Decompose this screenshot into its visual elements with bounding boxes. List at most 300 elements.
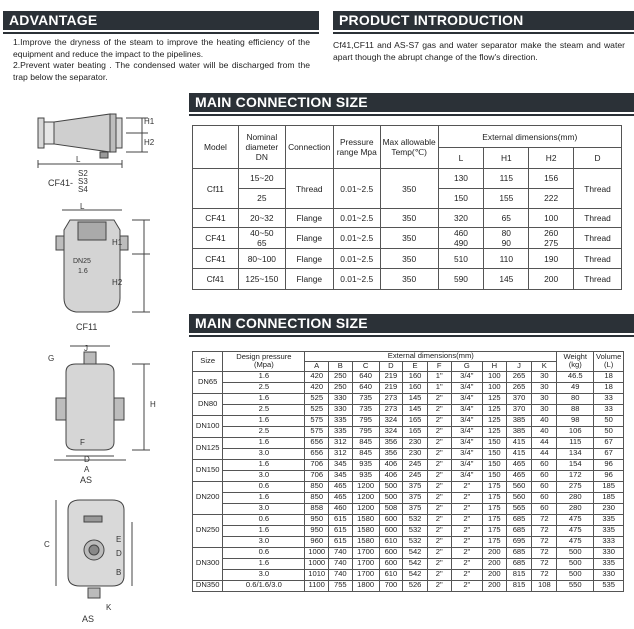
col-g: G bbox=[451, 361, 482, 371]
cell-d: Thread bbox=[574, 169, 622, 209]
cell-value: 33 bbox=[594, 404, 624, 415]
cell-value: 525 bbox=[305, 404, 329, 415]
cell-value: 60 bbox=[532, 470, 557, 481]
as1-caption: AS bbox=[80, 475, 93, 485]
cell-pressure: 3.0 bbox=[223, 470, 305, 481]
cell-dn-value: 25 bbox=[257, 193, 267, 203]
cell-value: 2" bbox=[451, 481, 482, 492]
cell-value: 375 bbox=[403, 503, 428, 514]
cell-value: 72 bbox=[532, 547, 557, 558]
cell-dn bbox=[238, 269, 285, 290]
cell-value: 685 bbox=[506, 514, 532, 525]
cell-value: 2" bbox=[427, 547, 451, 558]
col-H2: H2 bbox=[529, 148, 574, 169]
cell-value: 3/4" bbox=[451, 437, 482, 448]
cell-value: 960 bbox=[305, 536, 329, 547]
cell-value: 154 bbox=[557, 459, 594, 470]
main-connection-header-1 bbox=[189, 93, 634, 112]
cell-h1-value: 110 bbox=[499, 253, 513, 264]
table-row bbox=[193, 382, 624, 393]
cell-pressure: 0.01~2.5 bbox=[333, 269, 380, 290]
table-row bbox=[193, 569, 624, 580]
cell-value: 200 bbox=[483, 558, 507, 569]
cell-value: 72 bbox=[532, 558, 557, 569]
cell-value: 465 bbox=[506, 459, 532, 470]
cell-value: 1200 bbox=[352, 503, 379, 514]
cell-h1 bbox=[484, 209, 529, 228]
cell-value: 3/4" bbox=[451, 426, 482, 437]
cell-value: 100 bbox=[483, 371, 507, 382]
connection-size-table-1 bbox=[192, 125, 622, 290]
cf41-label-s2: S2 bbox=[78, 169, 88, 178]
cf11-label-h1: H1 bbox=[112, 238, 123, 247]
cell-value: 508 bbox=[379, 503, 403, 514]
cell-value: 850 bbox=[305, 481, 329, 492]
cell-value: 600 bbox=[379, 525, 403, 536]
cell-d: Thread bbox=[574, 249, 622, 269]
cell-value: 2" bbox=[427, 470, 451, 481]
cell-value: 3/4" bbox=[451, 459, 482, 470]
cell-h2-value: 100 bbox=[544, 213, 559, 223]
cell-value: 330 bbox=[594, 547, 624, 558]
as2-label-b: B bbox=[116, 568, 122, 577]
cell-pressure: 1.6 bbox=[223, 371, 305, 382]
cell-value: 345 bbox=[329, 470, 353, 481]
cell-l bbox=[438, 209, 484, 228]
cell-value: 265 bbox=[506, 371, 532, 382]
cell-dn-value: 125~150 bbox=[245, 274, 279, 284]
cell-d: Thread bbox=[574, 209, 622, 228]
cell-h1 bbox=[484, 269, 529, 290]
cell-pressure: 3.0 bbox=[223, 569, 305, 580]
cell-l-value: 320 bbox=[453, 213, 468, 223]
cell-value: 575 bbox=[305, 415, 329, 426]
cell-value: 385 bbox=[506, 426, 532, 437]
table-row bbox=[193, 558, 624, 569]
spec-row bbox=[193, 169, 622, 209]
cell-l-value: 590 bbox=[453, 274, 468, 284]
cell-value: 280 bbox=[557, 503, 594, 514]
as2-label-e: E bbox=[116, 535, 122, 544]
cell-l bbox=[438, 249, 484, 269]
cell-value: 3/4" bbox=[451, 470, 482, 481]
cell-value: 755 bbox=[329, 580, 353, 591]
cell-h1-value: 155 bbox=[499, 193, 514, 203]
spec-row bbox=[193, 209, 622, 228]
cell-value: 200 bbox=[483, 569, 507, 580]
cell-pressure: 0.6 bbox=[223, 481, 305, 492]
cell-value: 950 bbox=[305, 525, 329, 536]
cell-value: 185 bbox=[594, 492, 624, 503]
col-H1: H1 bbox=[484, 148, 529, 169]
cell-connection: Flange bbox=[285, 249, 333, 269]
cell-value: 49 bbox=[557, 382, 594, 393]
cell-h2-value: 156 bbox=[529, 169, 573, 189]
cell-value: 465 bbox=[329, 492, 353, 503]
table-row bbox=[193, 514, 624, 525]
cell-value: 219 bbox=[379, 371, 403, 382]
cell-pressure: 2.5 bbox=[223, 404, 305, 415]
cell-value: 370 bbox=[506, 404, 532, 415]
cell-value: 172 bbox=[557, 470, 594, 481]
table-row bbox=[193, 371, 624, 382]
cell-h2-value: 260 bbox=[544, 228, 559, 238]
cell-value: 30 bbox=[532, 404, 557, 415]
cell-value: 600 bbox=[379, 558, 403, 569]
cell-pressure: 3.0 bbox=[223, 448, 305, 459]
cell-value: 575 bbox=[305, 426, 329, 437]
cell-value: 460 bbox=[329, 503, 353, 514]
cell-pressure: 1.6 bbox=[223, 558, 305, 569]
cell-value: 273 bbox=[379, 393, 403, 404]
cell-value: 2" bbox=[427, 525, 451, 536]
cf41-label-h2: H2 bbox=[144, 138, 155, 147]
cell-value: 3/4" bbox=[451, 371, 482, 382]
cell-temp: 350 bbox=[380, 169, 438, 209]
cell-value: 1580 bbox=[352, 525, 379, 536]
cell-h2 bbox=[529, 228, 574, 249]
cell-value: 532 bbox=[403, 536, 428, 547]
cell-value: 30 bbox=[532, 393, 557, 404]
cell-value: 565 bbox=[506, 503, 532, 514]
cell-temp: 350 bbox=[380, 249, 438, 269]
col-f: F bbox=[427, 361, 451, 371]
cell-value: 532 bbox=[403, 525, 428, 536]
cell-d: Thread bbox=[574, 228, 622, 249]
cell-value: 175 bbox=[483, 514, 507, 525]
col-b: B bbox=[329, 361, 353, 371]
col-nominal: Nominal diameter DN bbox=[238, 126, 285, 169]
cell-pressure: 3.0 bbox=[223, 536, 305, 547]
section2-title: MAIN CONNECTION SIZE bbox=[195, 315, 368, 331]
cell-value: 1" bbox=[427, 382, 451, 393]
cell-connection: Thread bbox=[285, 169, 333, 209]
col-c: C bbox=[352, 361, 379, 371]
cell-value: 280 bbox=[557, 492, 594, 503]
cell-value: 46.5 bbox=[557, 371, 594, 382]
cell-value: 1010 bbox=[305, 569, 329, 580]
cell-value: 420 bbox=[305, 371, 329, 382]
cell-value: 935 bbox=[352, 459, 379, 470]
cell-value: 324 bbox=[379, 426, 403, 437]
cell-value: 60 bbox=[532, 492, 557, 503]
cell-l bbox=[438, 228, 484, 249]
cell-value: 420 bbox=[305, 382, 329, 393]
cell-value: 415 bbox=[506, 448, 532, 459]
cell-value: 526 bbox=[403, 580, 428, 591]
cell-value: 375 bbox=[403, 481, 428, 492]
cell-model: CF41 bbox=[193, 209, 239, 228]
cell-value: 2" bbox=[451, 547, 482, 558]
col-a: A bbox=[305, 361, 329, 371]
cell-value: 1000 bbox=[305, 558, 329, 569]
cell-value: 2" bbox=[427, 393, 451, 404]
cell-value: 1" bbox=[427, 371, 451, 382]
cell-model: Cf41 bbox=[193, 269, 239, 290]
cell-value: 685 bbox=[506, 525, 532, 536]
cell-connection: Flange bbox=[285, 228, 333, 249]
cell-value: 500 bbox=[557, 558, 594, 569]
table-row bbox=[193, 503, 624, 514]
cell-value: 18 bbox=[594, 371, 624, 382]
cell-value: 96 bbox=[594, 459, 624, 470]
cell-value: 96 bbox=[594, 470, 624, 481]
cell-value: 615 bbox=[329, 525, 353, 536]
cell-value: 1580 bbox=[352, 536, 379, 547]
cell-value: 500 bbox=[379, 481, 403, 492]
table-row bbox=[193, 492, 624, 503]
table-row bbox=[193, 536, 624, 547]
cell-value: 200 bbox=[483, 580, 507, 591]
cell-value: 250 bbox=[329, 371, 353, 382]
cell-value: 40 bbox=[532, 415, 557, 426]
cell-value: 134 bbox=[557, 448, 594, 459]
table-row bbox=[193, 547, 624, 558]
cell-value: 230 bbox=[594, 503, 624, 514]
cell-pressure: 0.01~2.5 bbox=[333, 169, 380, 209]
cell-value: 3/4" bbox=[451, 415, 482, 426]
cell-value: 415 bbox=[506, 437, 532, 448]
cell-value: 845 bbox=[352, 448, 379, 459]
cell-value: 125 bbox=[483, 415, 507, 426]
cell-h1 bbox=[484, 228, 529, 249]
cell-value: 175 bbox=[483, 503, 507, 514]
cell-value: 610 bbox=[379, 536, 403, 547]
cell-h1-value: 65 bbox=[501, 213, 511, 223]
cell-size: DN200 bbox=[193, 481, 223, 514]
cell-value: 685 bbox=[506, 547, 532, 558]
design-pressure-label: Design pressure bbox=[236, 351, 292, 361]
col-design-pressure bbox=[223, 352, 305, 372]
cell-value: 465 bbox=[506, 470, 532, 481]
as2-label-k: K bbox=[106, 603, 112, 612]
as1-label-f: F bbox=[80, 438, 85, 447]
cell-value: 356 bbox=[379, 437, 403, 448]
cell-value: 145 bbox=[403, 393, 428, 404]
cell-value: 815 bbox=[506, 569, 532, 580]
cell-value: 60 bbox=[532, 481, 557, 492]
cell-value: 175 bbox=[483, 481, 507, 492]
cell-value: 273 bbox=[379, 404, 403, 415]
cell-value: 615 bbox=[329, 514, 353, 525]
cell-value: 706 bbox=[305, 470, 329, 481]
cell-value: 72 bbox=[532, 525, 557, 536]
cell-value: 67 bbox=[594, 448, 624, 459]
cell-value: 640 bbox=[352, 382, 379, 393]
cf11-drawing bbox=[40, 202, 160, 322]
cell-value: 2" bbox=[451, 569, 482, 580]
cell-value: 2" bbox=[427, 580, 451, 591]
col-L: L bbox=[438, 148, 484, 169]
col-volume bbox=[594, 352, 624, 372]
cell-value: 2" bbox=[427, 558, 451, 569]
cell-value: 615 bbox=[329, 536, 353, 547]
product-intro-header bbox=[333, 11, 634, 30]
cell-value: 560 bbox=[506, 481, 532, 492]
table-row bbox=[193, 525, 624, 536]
cell-h2-value: 275 bbox=[544, 238, 559, 248]
cell-temp: 350 bbox=[380, 269, 438, 290]
cell-l-value: 490 bbox=[453, 238, 468, 248]
cell-value: 335 bbox=[594, 525, 624, 536]
cell-pressure: 2.5 bbox=[223, 426, 305, 437]
cell-value: 385 bbox=[506, 415, 532, 426]
as1-label-a: A bbox=[84, 465, 90, 474]
table-row bbox=[193, 415, 624, 426]
cell-value: 535 bbox=[594, 580, 624, 591]
cell-h2-value: 190 bbox=[544, 253, 559, 264]
cell-value: 656 bbox=[305, 437, 329, 448]
cell-pressure: 1.6 bbox=[223, 525, 305, 536]
cell-value: 125 bbox=[483, 404, 507, 415]
cell-h2 bbox=[529, 269, 574, 290]
cell-value: 370 bbox=[506, 393, 532, 404]
advantage-text bbox=[13, 37, 310, 83]
cell-value: 2" bbox=[451, 580, 482, 591]
cell-h1-value: 80 bbox=[501, 228, 511, 238]
cell-value: 150 bbox=[483, 437, 507, 448]
cell-value: 700 bbox=[379, 580, 403, 591]
cell-pressure: 0.6/1.6/3.0 bbox=[223, 580, 305, 591]
cell-value: 795 bbox=[352, 426, 379, 437]
cell-value: 3/4" bbox=[451, 448, 482, 459]
cell-value: 108 bbox=[532, 580, 557, 591]
cell-value: 150 bbox=[483, 448, 507, 459]
cell-value: 500 bbox=[557, 547, 594, 558]
cell-value: 312 bbox=[329, 437, 353, 448]
col-connection: Connection bbox=[285, 126, 333, 169]
table-row bbox=[193, 459, 624, 470]
cell-value: 125 bbox=[483, 426, 507, 437]
product-intro-text bbox=[333, 40, 625, 63]
cell-size: DN125 bbox=[193, 437, 223, 459]
cell-temp: 350 bbox=[380, 209, 438, 228]
as1-label-h: H bbox=[150, 400, 156, 409]
cell-pressure: 0.6 bbox=[223, 547, 305, 558]
cell-value: 1100 bbox=[305, 580, 329, 591]
cell-value: 333 bbox=[594, 536, 624, 547]
cell-value: 40 bbox=[532, 426, 557, 437]
cell-value: 525 bbox=[305, 393, 329, 404]
cell-value: 33 bbox=[594, 393, 624, 404]
cell-value: 2" bbox=[451, 492, 482, 503]
cell-dn bbox=[238, 169, 285, 209]
cell-value: 160 bbox=[403, 382, 428, 393]
section1-title: MAIN CONNECTION SIZE bbox=[195, 94, 368, 110]
cell-value: 406 bbox=[379, 459, 403, 470]
cell-model: CF41 bbox=[193, 249, 239, 269]
cell-value: 845 bbox=[352, 437, 379, 448]
cell-value: 60 bbox=[532, 459, 557, 470]
col-d: D bbox=[379, 361, 403, 371]
cell-value: 2" bbox=[427, 481, 451, 492]
spec-row bbox=[193, 249, 622, 269]
cell-l-value: 130 bbox=[439, 169, 484, 189]
cell-l-value: 510 bbox=[453, 253, 468, 264]
product-intro-title: PRODUCT INTRODUCTION bbox=[339, 12, 524, 28]
cell-dn-value: 20~32 bbox=[250, 213, 274, 223]
cell-value: 2" bbox=[427, 536, 451, 547]
volume-label: Volume bbox=[595, 351, 622, 361]
cell-value: 542 bbox=[403, 558, 428, 569]
cell-connection: Flange bbox=[285, 269, 333, 290]
cell-value: 2" bbox=[427, 503, 451, 514]
cell-value: 610 bbox=[379, 569, 403, 580]
cell-value: 335 bbox=[594, 558, 624, 569]
as1-label-g: G bbox=[48, 354, 55, 363]
cell-pressure: 0.01~2.5 bbox=[333, 249, 380, 269]
cell-pressure: 0.01~2.5 bbox=[333, 228, 380, 249]
cell-value: 550 bbox=[557, 580, 594, 591]
table-row bbox=[193, 393, 624, 404]
cell-value: 740 bbox=[329, 569, 353, 580]
cell-value: 125 bbox=[483, 393, 507, 404]
cf41-label-s3: S3 bbox=[78, 177, 88, 186]
cell-value: 230 bbox=[403, 448, 428, 459]
cell-pressure: 2.5 bbox=[223, 382, 305, 393]
cell-connection: Flange bbox=[285, 209, 333, 228]
col-size: Size bbox=[193, 352, 223, 372]
cell-value: 335 bbox=[329, 426, 353, 437]
cell-value: 2" bbox=[451, 525, 482, 536]
cell-h2 bbox=[529, 249, 574, 269]
cell-value: 30 bbox=[532, 371, 557, 382]
cell-value: 335 bbox=[594, 514, 624, 525]
cell-h2-value: 222 bbox=[544, 193, 559, 203]
cell-value: 475 bbox=[557, 514, 594, 525]
cell-value: 2" bbox=[427, 569, 451, 580]
cell-value: 1200 bbox=[352, 492, 379, 503]
cell-size: DN300 bbox=[193, 547, 223, 580]
cell-value: 80 bbox=[557, 393, 594, 404]
cell-value: 312 bbox=[329, 448, 353, 459]
cell-value: 2" bbox=[451, 503, 482, 514]
cell-value: 60 bbox=[532, 503, 557, 514]
cell-dn-value: 40~50 bbox=[250, 228, 274, 238]
cell-size: DN350 bbox=[193, 580, 223, 591]
cell-value: 1580 bbox=[352, 514, 379, 525]
cell-value: 230 bbox=[403, 437, 428, 448]
table-row bbox=[193, 404, 624, 415]
cell-pressure: 3.0 bbox=[223, 503, 305, 514]
cell-dn bbox=[238, 209, 285, 228]
cell-value: 356 bbox=[379, 448, 403, 459]
cell-value: 245 bbox=[403, 459, 428, 470]
cell-value: 685 bbox=[506, 558, 532, 569]
cell-l-value: 460 bbox=[453, 228, 468, 238]
advantage-header bbox=[3, 11, 319, 30]
cell-value: 2" bbox=[451, 536, 482, 547]
cell-value: 475 bbox=[557, 525, 594, 536]
cell-value: 740 bbox=[329, 547, 353, 558]
cell-value: 375 bbox=[403, 492, 428, 503]
cell-value: 72 bbox=[532, 536, 557, 547]
cell-value: 1700 bbox=[352, 547, 379, 558]
cell-value: 950 bbox=[305, 514, 329, 525]
cell-value: 175 bbox=[483, 492, 507, 503]
cell-value: 324 bbox=[379, 415, 403, 426]
cell-value: 185 bbox=[594, 481, 624, 492]
cell-value: 175 bbox=[483, 525, 507, 536]
table-row bbox=[193, 481, 624, 492]
cell-value: 406 bbox=[379, 470, 403, 481]
cell-value: 245 bbox=[403, 470, 428, 481]
cell-value: 500 bbox=[379, 492, 403, 503]
as1-label-j: J bbox=[84, 344, 88, 353]
cell-h1 bbox=[484, 249, 529, 269]
cell-value: 275 bbox=[557, 481, 594, 492]
cell-dn-value: 80~100 bbox=[247, 253, 276, 264]
